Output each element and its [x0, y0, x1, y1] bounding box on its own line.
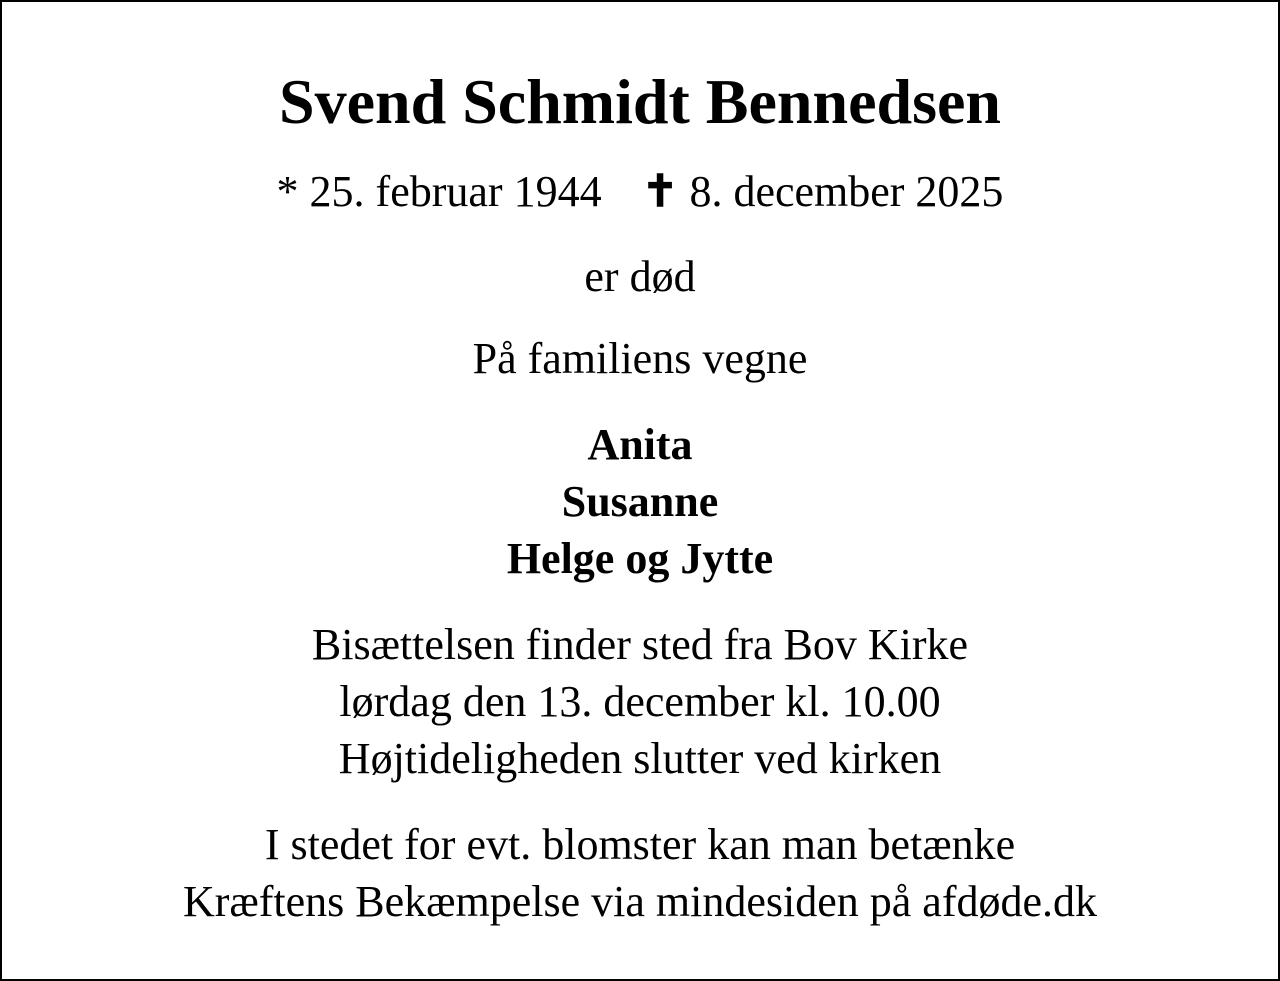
birth-date: 25. februar 1944 — [309, 167, 602, 216]
cross-icon: ✝ — [641, 167, 679, 216]
deceased-name: Svend Schmidt Bennedsen — [279, 66, 1001, 137]
family-name: Susanne — [561, 477, 719, 526]
ceremony-line: Højtideligheden slutter ved kirken — [338, 734, 942, 783]
ceremony-line: Bisættelsen finder sted fra Bov Kirke — [311, 620, 969, 669]
status-text: er død — [584, 252, 696, 301]
donation-line: I stedet for evt. blomster kan man betænke — [264, 820, 1016, 869]
death-date: 8. december 2025 — [689, 167, 1004, 216]
ceremony-line: lørdag den 13. december kl. 10.00 — [339, 677, 941, 726]
family-name: Anita — [587, 420, 693, 469]
family-name: Helge og Jytte — [506, 534, 774, 583]
on-behalf-text: På familiens vegne — [472, 334, 808, 383]
dates-line — [2, 163, 1278, 221]
birth-star-icon: * — [276, 167, 299, 216]
donation-line: Kræftens Bekæmpelse via mindesiden på afdøde.dk — [182, 877, 1097, 926]
